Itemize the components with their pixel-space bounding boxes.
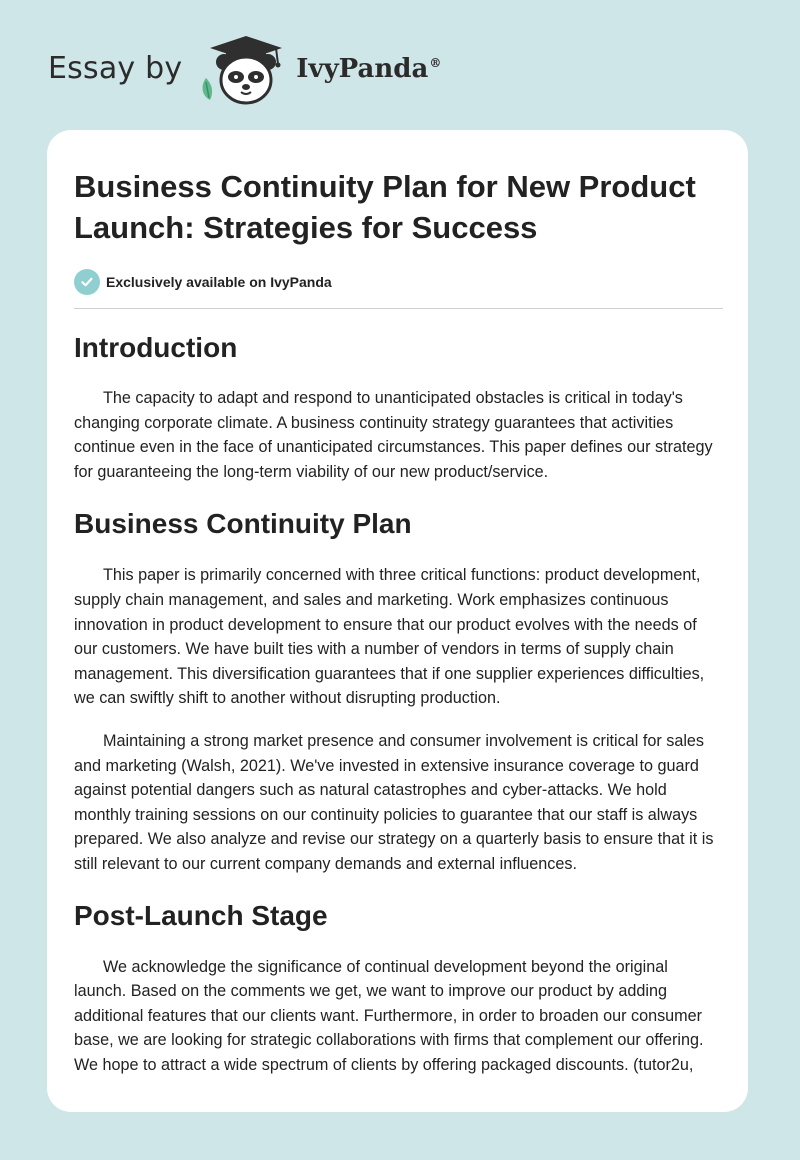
registered-mark: ® (429, 56, 442, 71)
essay-card (47, 130, 748, 1112)
section-post-launch-stage (74, 899, 721, 1078)
title-divider (74, 308, 723, 309)
site-header (48, 34, 441, 108)
page-title: Business Continuity Plan for New Product Launch: Strategies for Success (74, 169, 696, 245)
panda-graduation-cap-icon[interactable] (196, 34, 294, 108)
paragraph: We acknowledge the significance of continual development beyond the original launch. Based on the comments we get, we want to improve our product by adding additional features that our clients want. Furthermore, in order to broaden our consumer base, we are looking for strategic collaborations with firms that complement our offering. We hope to attract a wide spectrum of clients by offering packaged discounts. (tutor2u, (74, 957, 704, 1074)
section-heading: Business Continuity Plan (74, 508, 412, 540)
section-business-continuity-plan (74, 507, 721, 876)
paragraph: The capacity to adapt and respond to unanticipated obstacles is critical in today's changing corporate climate. A business continuity strategy guarantees that activities continue even in the face of unanticipated circumstances. This paper defines our strategy for guaranteeing the long-term viability of our new product/service. (74, 389, 713, 481)
section-heading: Introduction (74, 332, 238, 363)
paragraph: This paper is primarily concerned with three critical functions: product development, supply chain management, and sales and marketing. Work emphasizes continuous innovation in product development to ensure that our product evolves with the needs of our customers. We have built ties with a number of vendors in terms of supply chain management. This diversification guarantees that if one supplier experiences difficulties, we can swiftly shift to another without disrupting production. (74, 566, 705, 708)
brand-name[interactable]: IvyPanda® (296, 54, 442, 84)
paragraph: Maintaining a strong market presence and consumer involvement is critical for sales and marketing (Walsh, 2021). We've invested in extensive insurance coverage to guard against potential dangers such as natural catastrophes and cyber-attacks. We hold monthly training sessions on our continuity policies to guarantee that our staff is always prepared. We also analyze and revise our strategy on a quarterly basis to ensure that it is still relevant to our current company demands and external influences. (74, 731, 714, 873)
check-circle-icon (74, 269, 100, 295)
exclusive-badge (74, 269, 721, 295)
section-introduction (74, 331, 721, 484)
section-heading: Post-Launch Stage (74, 899, 328, 931)
brand-prefix: Essay by (48, 50, 183, 86)
badge-label: Exclusively available on IvyPanda (106, 274, 332, 290)
